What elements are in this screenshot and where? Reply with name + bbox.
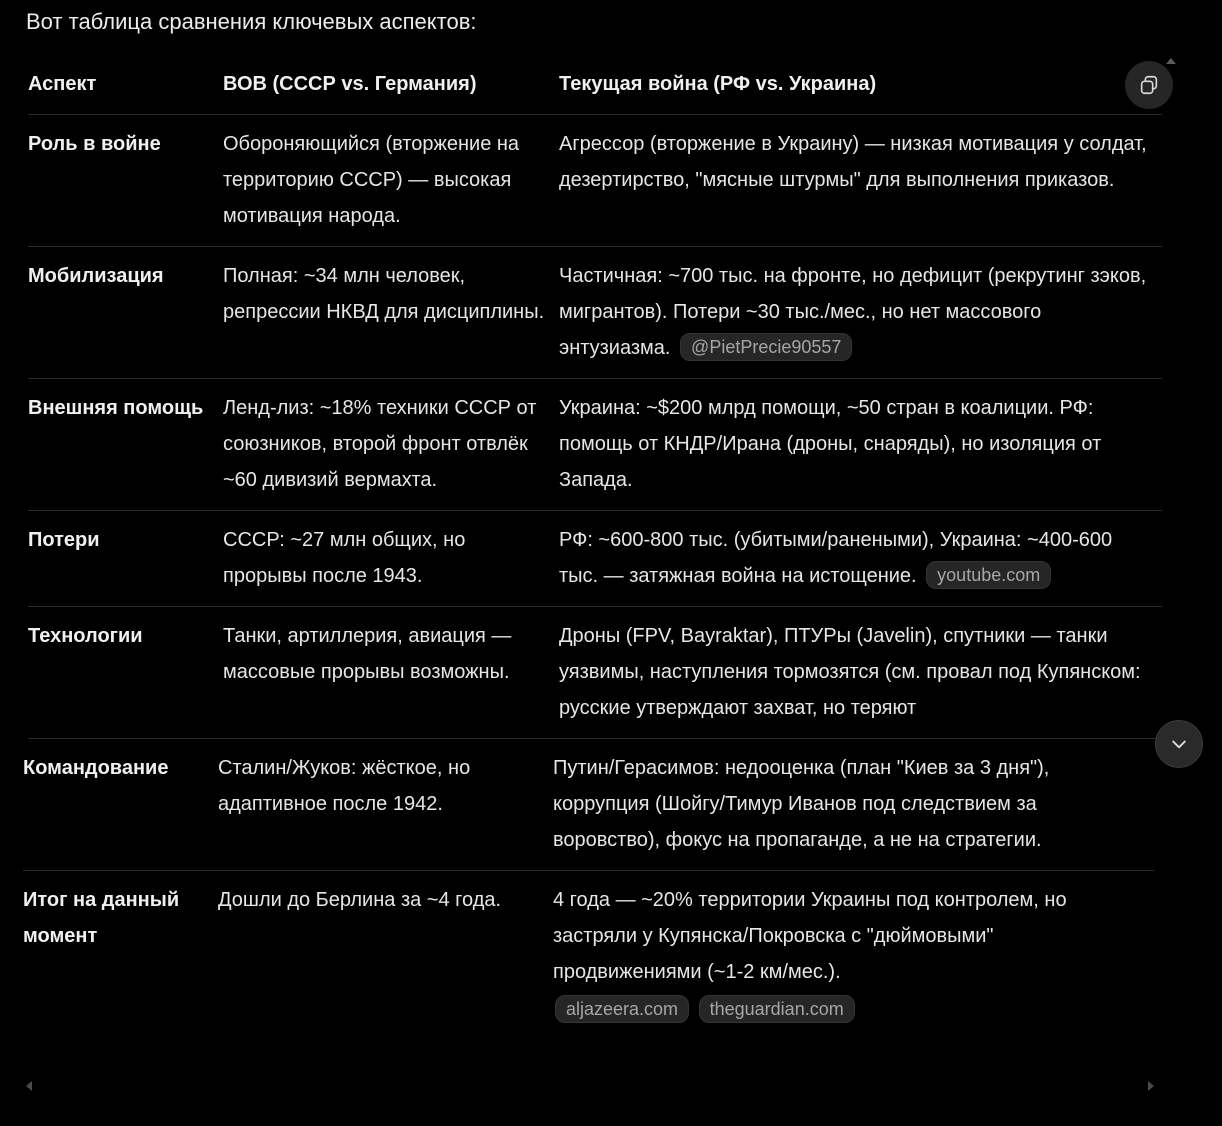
- header-current: Текущая война (РФ vs. Украина): [559, 73, 877, 95]
- row-ww2: Полная: ~34 млн человек, репрессии НКВД для дисциплины.: [223, 265, 545, 323]
- row-current-cell: [559, 511, 1162, 606]
- source-chip[interactable]: youtube.com: [926, 561, 1051, 589]
- table-row: [28, 115, 1162, 247]
- row-current: Путин/Герасимов: недооценка (план "Киев за 3 дня"), коррупция (Шойгу/Тимур Иванов под следствием за воровство), фокус на пропаганде, а не на стратегии.: [553, 757, 1050, 851]
- source-chip[interactable]: aljazeera.com: [555, 995, 689, 1023]
- table-header-row: [28, 60, 1162, 115]
- row-ww2: СССР: ~27 млн общих, но прорывы после 1943.: [223, 529, 466, 587]
- row-aspect: Итог на данный момент: [23, 889, 180, 947]
- row-aspect: Роль в войне: [28, 133, 161, 155]
- row-current: РФ: ~600-800 тыс. (убитыми/ранеными), Украина: ~400-600 тыс. — затяжная война на истощение.: [559, 529, 1113, 587]
- header-aspect: Аспект: [28, 73, 97, 95]
- row-aspect: Технологии: [28, 625, 143, 647]
- copy-table-button[interactable]: [1125, 61, 1173, 109]
- table-row: [28, 247, 1162, 379]
- row-ww2: Обороняющийся (вторжение на территорию СССР) — высокая мотивация народа.: [223, 133, 520, 227]
- table-row: [28, 511, 1162, 607]
- row-aspect: Потери: [28, 529, 100, 551]
- table-row: [28, 607, 1162, 739]
- row-ww2: Сталин/Жуков: жёсткое, но адаптивное после 1942.: [218, 757, 471, 815]
- row-current: Агрессор (вторжение в Украину) — низкая мотивация у солдат, дезертирство, "мясные штурмы" для выполнения приказов.: [559, 133, 1147, 191]
- source-chip[interactable]: @PietPrecie90557: [680, 333, 852, 361]
- row-ww2: Дошли до Берлина за ~4 года.: [218, 889, 502, 911]
- intro-text: Вот таблица сравнения ключевых аспектов:: [26, 9, 477, 34]
- row-aspect: Мобилизация: [28, 265, 164, 287]
- row-current: 4 года — ~20% территории Украины под контролем, но застряли у Купянска/Покровска с "дюймовыми" продвижениями (~1-2 км/мес.).: [553, 889, 1067, 983]
- row-current: Украина: ~$200 млрд помощи, ~50 стран в коалиции. РФ: помощь от КНДР/Ирана (дроны, снаряды), но изоляция от Запада.: [559, 397, 1102, 491]
- row-ww2: Танки, артиллерия, авиация — массовые прорывы возможны.: [223, 625, 512, 683]
- table-row: [23, 739, 1154, 871]
- table-row: [23, 871, 1154, 1040]
- scroll-down-button[interactable]: [1155, 720, 1203, 768]
- source-chip[interactable]: theguardian.com: [699, 995, 855, 1023]
- row-ww2: Ленд-лиз: ~18% техники СССР от союзников, второй фронт отвлёк ~60 дивизий вермахта.: [223, 397, 537, 491]
- row-current-cell: [559, 247, 1162, 378]
- row-current: Частичная: ~700 тыс. на фронте, но дефицит (рекрутинг зэков, мигрантов). Потери ~30 тыс./мес., но нет массового энтузиазма.: [559, 265, 1147, 359]
- source-chips: [555, 992, 1141, 1028]
- header-ww2: ВОВ (СССР vs. Германия): [223, 73, 477, 95]
- row-current-cell: [553, 871, 1149, 1040]
- row-aspect: Внешняя помощь: [28, 397, 204, 419]
- scroll-right-arrow-icon[interactable]: [1148, 1081, 1154, 1091]
- row-aspect: Командование: [23, 757, 169, 779]
- comparison-table: [23, 60, 1162, 1040]
- scroll-left-arrow-icon[interactable]: [26, 1081, 32, 1091]
- table-row: [28, 379, 1162, 511]
- copy-icon: [1138, 74, 1160, 96]
- scroll-up-arrow-icon[interactable]: [1166, 58, 1176, 64]
- chevron-down-icon: [1169, 734, 1189, 754]
- row-current: Дроны (FPV, Bayraktar), ПТУРы (Javelin), спутники — танки уязвимы, наступления тормозятся (см. провал под Купянском: русские утверждают захват, но теряют: [559, 625, 1141, 719]
